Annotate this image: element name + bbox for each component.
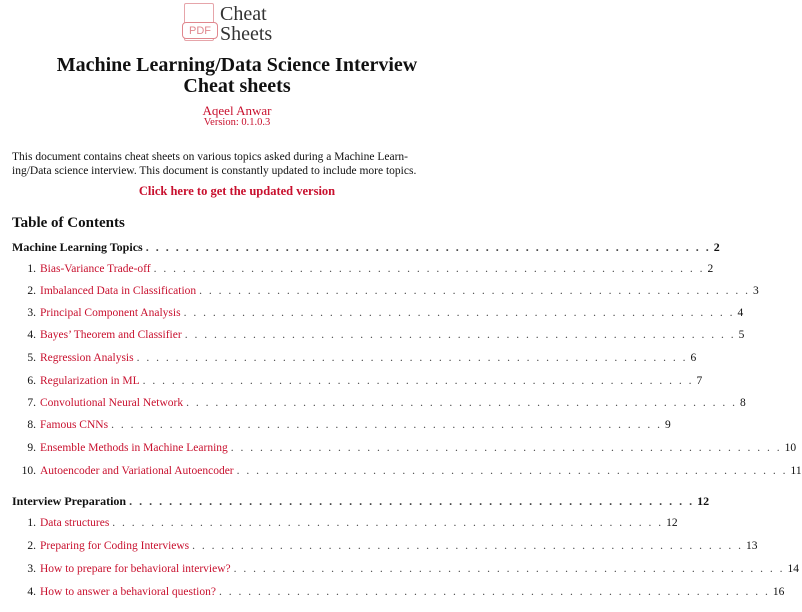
toc-page-number: 14 [787, 563, 800, 575]
toc-item[interactable] [12, 585, 785, 599]
toc-item-link[interactable]: Famous CNNs [40, 419, 109, 431]
toc-page-number: 7 [696, 375, 703, 387]
toc-leader-dots: . . . . . . . . . . . . . . . . . . . . . . . . . . . . . . . . . . . . . . . . . . . . . . . . . . . . . . . . . [218, 586, 770, 598]
toc-item[interactable] [12, 516, 678, 530]
toc-item[interactable] [12, 328, 745, 342]
toc-item-number: 8. [27, 419, 36, 431]
intro-line-1: This document contains cheat sheets on various topics asked during a Machine Learn- [12, 151, 408, 163]
toc-page-number: 8 [739, 397, 746, 409]
toc-page-number: 16 [772, 586, 785, 598]
toc-leader-dots: . . . . . . . . . . . . . . . . . . . . . . . . . . . . . . . . . . . . . . . . . . . . . . . . . . . . . . . . . [145, 240, 711, 254]
pdf-badge: PDF [182, 22, 218, 39]
toc-item-number: 7. [27, 397, 36, 409]
toc-item-number: 2. [27, 285, 36, 297]
toc-leader-dots: . . . . . . . . . . . . . . . . . . . . . . . . . . . . . . . . . . . . . . . . . . . . . . . . . . . . . . . . . [199, 285, 751, 297]
toc-item[interactable] [12, 562, 800, 576]
toc-item[interactable] [12, 306, 744, 320]
toc-item-link[interactable]: Ensemble Methods in Machine Learning [40, 442, 228, 454]
toc-page-number: 9 [664, 419, 671, 431]
toc-item-link[interactable]: Regression Analysis [40, 352, 134, 364]
toc-item[interactable] [12, 284, 759, 298]
toc-item-link[interactable]: Data structures [40, 517, 110, 529]
toc-item-number: 10. [21, 465, 36, 477]
toc-item-number: 3. [27, 307, 36, 319]
toc-leader-dots: . . . . . . . . . . . . . . . . . . . . . . . . . . . . . . . . . . . . . . . . . . . . . . . . . . . . . . . . . [136, 352, 688, 364]
toc-item-number: 4. [27, 329, 36, 341]
toc-item-number: 9. [27, 442, 36, 454]
intro-line-2: ing/Data science interview. This document is constantly updated to include more topics. [12, 165, 417, 177]
toc-item-number: 4. [27, 586, 36, 598]
toc-item-link[interactable]: Regularization in ML [40, 375, 140, 387]
toc-page-number: 6 [690, 352, 697, 364]
toc-item[interactable] [12, 351, 697, 365]
document-title-line2: Cheat sheets [183, 75, 291, 97]
toc-item[interactable] [12, 418, 671, 432]
toc-item-link[interactable]: Imbalanced Data in Classification [40, 285, 197, 297]
toc-page-number: 12 [697, 494, 710, 508]
toc-page-number: 2 [713, 240, 720, 254]
toc-leader-dots: . . . . . . . . . . . . . . . . . . . . . . . . . . . . . . . . . . . . . . . . . . . . . . . . . . . . . . . . . [142, 375, 694, 387]
toc-heading: Table of Contents [12, 215, 125, 231]
toc-item[interactable] [12, 441, 797, 455]
toc-page-number: 11 [790, 465, 802, 477]
toc-leader-dots: . . . . . . . . . . . . . . . . . . . . . . . . . . . . . . . . . . . . . . . . . . . . . . . . . . . . . . . . . [233, 563, 785, 575]
toc-section-title: Interview Preparation [12, 494, 127, 508]
update-version-link[interactable]: Click here to get the updated version [138, 184, 336, 198]
toc-section-interview-prep[interactable] [12, 494, 710, 508]
toc-leader-dots: . . . . . . . . . . . . . . . . . . . . . . . . . . . . . . . . . . . . . . . . . . . . . . . . . . . . . . . . . [184, 329, 736, 341]
toc-leader-dots: . . . . . . . . . . . . . . . . . . . . . . . . . . . . . . . . . . . . . . . . . . . . . . . . . . . . . . . . . [230, 442, 782, 454]
toc-item[interactable] [12, 262, 714, 276]
toc-item-link[interactable]: How to answer a behavioral question? [40, 586, 216, 598]
toc-leader-dots: . . . . . . . . . . . . . . . . . . . . . . . . . . . . . . . . . . . . . . . . . . . . . . . . . . . . . . . . . [129, 494, 695, 508]
toc-section-title: Machine Learning Topics [12, 240, 143, 254]
toc-leader-dots: . . . . . . . . . . . . . . . . . . . . . . . . . . . . . . . . . . . . . . . . . . . . . . . . . . . . . . . . . [236, 465, 788, 477]
toc-item-link[interactable]: Autoencoder and Variational Autoencoder [40, 465, 234, 477]
intro-paragraph [12, 150, 462, 178]
toc-item-link[interactable]: Bias-Variance Trade-off [40, 263, 151, 275]
toc-leader-dots: . . . . . . . . . . . . . . . . . . . . . . . . . . . . . . . . . . . . . . . . . . . . . . . . . . . . . . . . . [192, 540, 744, 552]
logo-word-cheat: Cheat [220, 3, 267, 25]
version-label: Version: 0.1.0.3 [203, 117, 271, 128]
toc-page-number: 10 [784, 442, 797, 454]
toc-page-number: 4 [737, 307, 744, 319]
toc-item-link[interactable]: Preparing for Coding Interviews [40, 540, 190, 552]
toc-item[interactable] [12, 539, 758, 553]
toc-leader-dots: . . . . . . . . . . . . . . . . . . . . . . . . . . . . . . . . . . . . . . . . . . . . . . . . . . . . . . . . . [112, 517, 664, 529]
toc-page-number: 3 [753, 285, 759, 297]
toc-item-link[interactable]: Bayes’ Theorem and Classifier [40, 329, 182, 341]
toc-page-number: 2 [707, 263, 714, 275]
toc-item-number: 5. [27, 352, 36, 364]
toc-item-number: 3. [27, 563, 36, 575]
cheat-sheets-logo [180, 2, 292, 46]
toc-page-number: 5 [738, 329, 745, 341]
logo-word-sheets: Sheets [220, 23, 273, 45]
document-title-line1: Machine Learning/Data Science Interview [56, 54, 418, 76]
toc-page-number: 13 [746, 540, 758, 552]
toc-item-link[interactable]: How to prepare for behavioral interview? [40, 563, 231, 575]
toc-leader-dots: . . . . . . . . . . . . . . . . . . . . . . . . . . . . . . . . . . . . . . . . . . . . . . . . . . . . . . . . . [186, 397, 737, 409]
toc-item-link[interactable]: Principal Component Analysis [40, 307, 181, 319]
toc-item-number: 2. [27, 540, 36, 552]
toc-page-number: 12 [666, 517, 678, 529]
toc-item-number: 1. [27, 263, 36, 275]
toc-leader-dots: . . . . . . . . . . . . . . . . . . . . . . . . . . . . . . . . . . . . . . . . . . . . . . . . . . . . . . . . . [153, 263, 705, 275]
toc-item[interactable] [12, 374, 703, 388]
toc-item[interactable] [12, 464, 802, 478]
author-name[interactable]: Aqeel Anwar [202, 103, 272, 118]
toc-item[interactable] [12, 396, 746, 410]
toc-item-number: 1. [27, 517, 36, 529]
toc-item-number: 6. [27, 375, 36, 387]
toc-section-ml-topics[interactable] [12, 240, 720, 254]
toc-leader-dots: . . . . . . . . . . . . . . . . . . . . . . . . . . . . . . . . . . . . . . . . . . . . . . . . . . . . . . . . . [111, 419, 662, 431]
toc-item-link[interactable]: Convolutional Neural Network [40, 397, 184, 409]
toc-leader-dots: . . . . . . . . . . . . . . . . . . . . . . . . . . . . . . . . . . . . . . . . . . . . . . . . . . . . . . . . . [183, 307, 735, 319]
